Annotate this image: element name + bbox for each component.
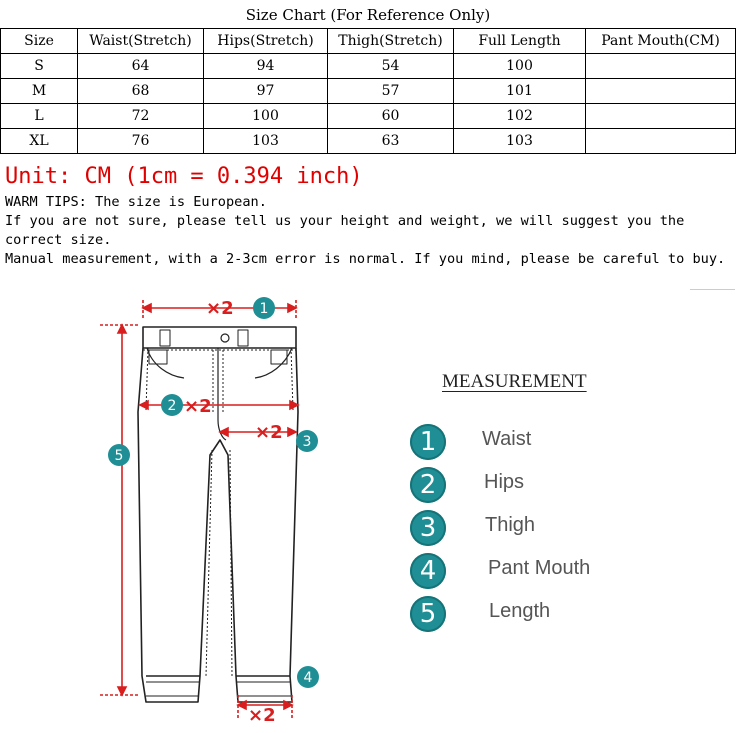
cell-pant-mouth (586, 104, 736, 129)
cell-pant-mouth (586, 129, 736, 154)
table-row (1, 104, 736, 129)
legend-label: Length (489, 600, 551, 622)
cell-size: L (1, 104, 78, 129)
marker-4 (297, 666, 319, 688)
cell-size: XL (1, 129, 78, 154)
legend-number: 4 (410, 553, 446, 589)
cell-size: M (1, 79, 78, 104)
header-size: Size (1, 29, 78, 54)
cell-pant-mouth (586, 54, 736, 79)
cell-size: S (1, 54, 78, 79)
measurement-guides (100, 300, 298, 720)
multiplier-label-thigh: ×2 (255, 422, 283, 443)
marker-2 (161, 394, 183, 416)
legend-item-hips (410, 467, 710, 503)
cell-pant-mouth (586, 79, 736, 104)
tip-line: Manual measurement, with a 2-3cm error is normal. If you mind, please be careful to buy. (5, 251, 726, 267)
header-hips: Hips(Stretch) (204, 29, 328, 54)
legend-number: 2 (410, 467, 446, 503)
cell-thigh: 63 (328, 129, 454, 154)
legend-number: 5 (410, 596, 446, 632)
cell-full-length: 102 (454, 104, 586, 129)
legend-item-length (410, 596, 710, 632)
legend-label: Thigh (485, 514, 536, 536)
svg-text:2: 2 (167, 398, 177, 414)
cell-thigh: 60 (328, 104, 454, 129)
legend-item-thigh (410, 510, 710, 546)
cell-waist: 68 (78, 79, 204, 104)
pants-cuffs (146, 682, 292, 696)
header-pant-mouth: Pant Mouth(CM) (586, 29, 736, 54)
legend-item-waist (410, 424, 710, 460)
cell-hips: 103 (204, 129, 328, 154)
header-full-length: Full Length (454, 29, 586, 54)
warm-tips (5, 193, 733, 269)
cell-hips: 97 (204, 79, 328, 104)
legend-title: MEASUREMENT (442, 371, 587, 392)
cell-full-length: 101 (454, 79, 586, 104)
cell-waist: 64 (78, 54, 204, 79)
cell-full-length: 103 (454, 129, 586, 154)
marker-5 (108, 444, 130, 466)
tip-line: If you are not sure, please tell us your height and weight, we will suggest you the correct size. (5, 213, 685, 248)
cell-thigh: 57 (328, 79, 454, 104)
multiplier-label-waist: ×2 (206, 298, 234, 319)
unit-note: Unit: CM (1cm = 0.394 inch) (5, 164, 363, 189)
cell-waist: 72 (78, 104, 204, 129)
legend-number: 1 (410, 424, 446, 460)
svg-text:5: 5 (114, 448, 124, 464)
multiplier-label-pant-mouth: ×2 (248, 705, 276, 726)
table-row (1, 79, 736, 104)
cell-thigh: 54 (328, 54, 454, 79)
pants-outline (138, 327, 298, 702)
tip-line: WARM TIPS: The size is European. (5, 194, 267, 210)
table-row (1, 54, 736, 79)
legend-label: Waist (482, 428, 532, 450)
marker-1 (253, 297, 275, 319)
cell-hips: 100 (204, 104, 328, 129)
table-header-row (1, 29, 736, 54)
svg-text:1: 1 (259, 301, 269, 317)
table-row (1, 129, 736, 154)
header-thigh: Thigh(Stretch) (328, 29, 454, 54)
legend-item-pant-mouth (410, 553, 710, 589)
size-chart-title: Size Chart (For Reference Only) (245, 6, 491, 24)
marker-3 (296, 430, 318, 452)
svg-text:3: 3 (302, 434, 312, 450)
cell-hips: 94 (204, 54, 328, 79)
legend-label: Pant Mouth (488, 557, 591, 579)
size-chart-table (0, 28, 736, 154)
cell-full-length: 100 (454, 54, 586, 79)
legend-label: Hips (484, 471, 525, 493)
legend-number: 3 (410, 510, 446, 546)
header-waist: Waist(Stretch) (78, 29, 204, 54)
multiplier-label-hips: ×2 (184, 396, 212, 417)
cell-waist: 76 (78, 129, 204, 154)
svg-text:4: 4 (303, 670, 313, 686)
